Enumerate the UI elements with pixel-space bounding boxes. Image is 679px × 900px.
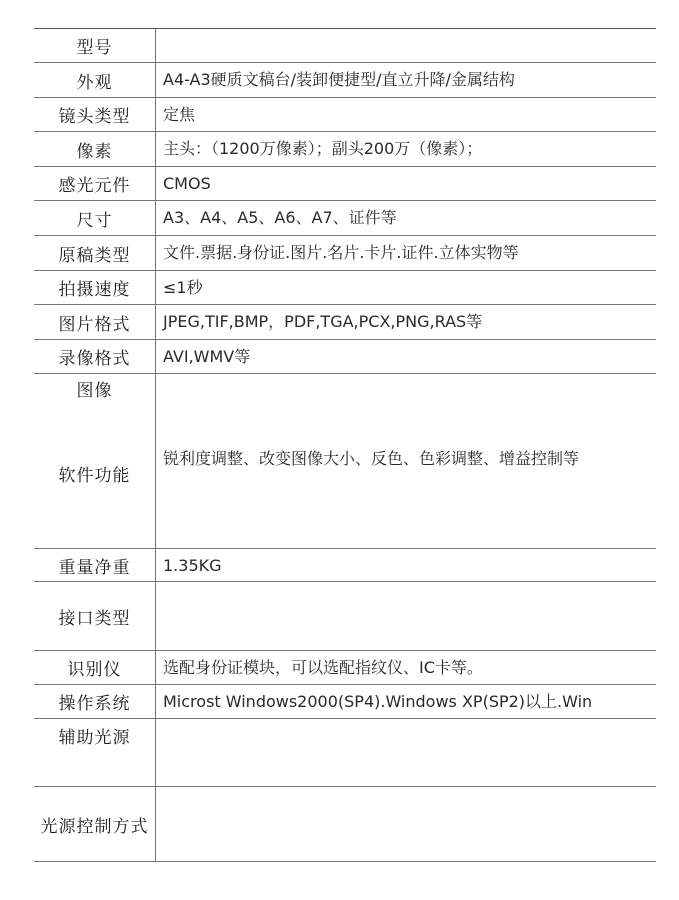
spec-value bbox=[156, 305, 656, 339]
spec-value bbox=[156, 236, 656, 270]
spec-value bbox=[156, 29, 656, 62]
spec-label: 原稿类型 bbox=[34, 236, 156, 270]
spec-value bbox=[156, 201, 656, 235]
spec-value bbox=[156, 374, 656, 548]
spec-value bbox=[156, 719, 656, 786]
spec-line: JPEG,TIF,BMP，PDF,TGA,PCX,PNG,RAS等 bbox=[163, 312, 483, 331]
spec-row-id-reader bbox=[34, 651, 656, 685]
spec-line: 1.35KG bbox=[163, 556, 222, 575]
spec-row-lens bbox=[34, 98, 656, 132]
spec-value bbox=[156, 340, 656, 373]
spec-row-sensor bbox=[34, 167, 656, 201]
spec-label: 光源控制方式 bbox=[34, 787, 156, 861]
spec-row-weight bbox=[34, 549, 656, 582]
spec-table bbox=[34, 28, 656, 862]
spec-line: ≤1秒 bbox=[163, 278, 203, 297]
spec-label: 软件功能 bbox=[58, 466, 131, 486]
spec-line: A4-A3硬质文稿台/装卸便捷型/直立升降/金属结构 bbox=[163, 70, 515, 89]
spec-value bbox=[156, 651, 656, 684]
spec-line bbox=[163, 649, 656, 650]
spec-value bbox=[156, 582, 656, 650]
spec-label: 型号 bbox=[34, 29, 156, 62]
spec-line: AVI,WMV等 bbox=[163, 347, 251, 366]
spec-label: 图片格式 bbox=[34, 305, 156, 339]
spec-label: 像素 bbox=[34, 132, 156, 166]
spec-label: 镜头类型 bbox=[34, 98, 156, 131]
spec-line: 锐利度调整、改变图像大小、反色、色彩调整、增益控制等 bbox=[163, 449, 580, 468]
spec-row-interface bbox=[34, 582, 656, 651]
spec-label: 辅助光源 bbox=[34, 719, 156, 786]
spec-label: 感光元件 bbox=[34, 167, 156, 200]
spec-label: 拍摄速度 bbox=[34, 271, 156, 304]
spec-line: Microst Windows2000(SP4).Windows XP(SP2)以上.Win bbox=[163, 692, 593, 711]
spec-label: 接口类型 bbox=[34, 582, 156, 650]
spec-line: 选配身份证模块，可以选配指纹仪、IC卡等。 bbox=[163, 658, 483, 677]
spec-row-image-software bbox=[34, 374, 656, 549]
spec-row-size bbox=[34, 201, 656, 236]
spec-line bbox=[163, 544, 656, 548]
spec-line: 定焦 bbox=[163, 105, 196, 124]
spec-value bbox=[156, 63, 656, 97]
spec-row-pixels bbox=[34, 132, 656, 167]
spec-label: 录像格式 bbox=[34, 340, 156, 373]
spec-row-appearance bbox=[34, 63, 656, 98]
spec-value bbox=[156, 132, 656, 166]
spec-row-speed bbox=[34, 271, 656, 305]
spec-line bbox=[163, 857, 656, 861]
spec-label: 识别仪 bbox=[34, 651, 156, 684]
spec-row-os bbox=[34, 685, 656, 719]
spec-value bbox=[156, 98, 656, 131]
spec-line: 文件.票据.身份证.图片.名片.卡片.证件.立体实物等 bbox=[163, 243, 519, 262]
spec-value bbox=[156, 549, 656, 581]
spec-value bbox=[156, 787, 656, 861]
spec-label: 操作系统 bbox=[34, 685, 156, 718]
spec-line: 主头：（1200万像素）；副头200万（像素）； bbox=[163, 139, 483, 158]
spec-line: CMOS bbox=[163, 174, 211, 193]
spec-row-light-control bbox=[34, 787, 656, 862]
spec-value bbox=[156, 685, 656, 718]
spec-label: 重量净重 bbox=[34, 549, 156, 581]
spec-label-group bbox=[34, 374, 156, 548]
spec-row-model bbox=[34, 29, 656, 63]
spec-line: A3、A4、A5、A6、A7、证件等 bbox=[163, 208, 397, 227]
spec-label: 尺寸 bbox=[34, 201, 156, 235]
spec-label: 图像 bbox=[76, 381, 113, 401]
spec-line bbox=[163, 785, 656, 786]
spec-label: 外观 bbox=[34, 63, 156, 97]
spec-row-image-format bbox=[34, 305, 656, 340]
spec-row-video-format bbox=[34, 340, 656, 374]
spec-value bbox=[156, 167, 656, 200]
spec-row-aux-light bbox=[34, 719, 656, 787]
spec-row-document-type bbox=[34, 236, 656, 271]
spec-value bbox=[156, 271, 656, 304]
